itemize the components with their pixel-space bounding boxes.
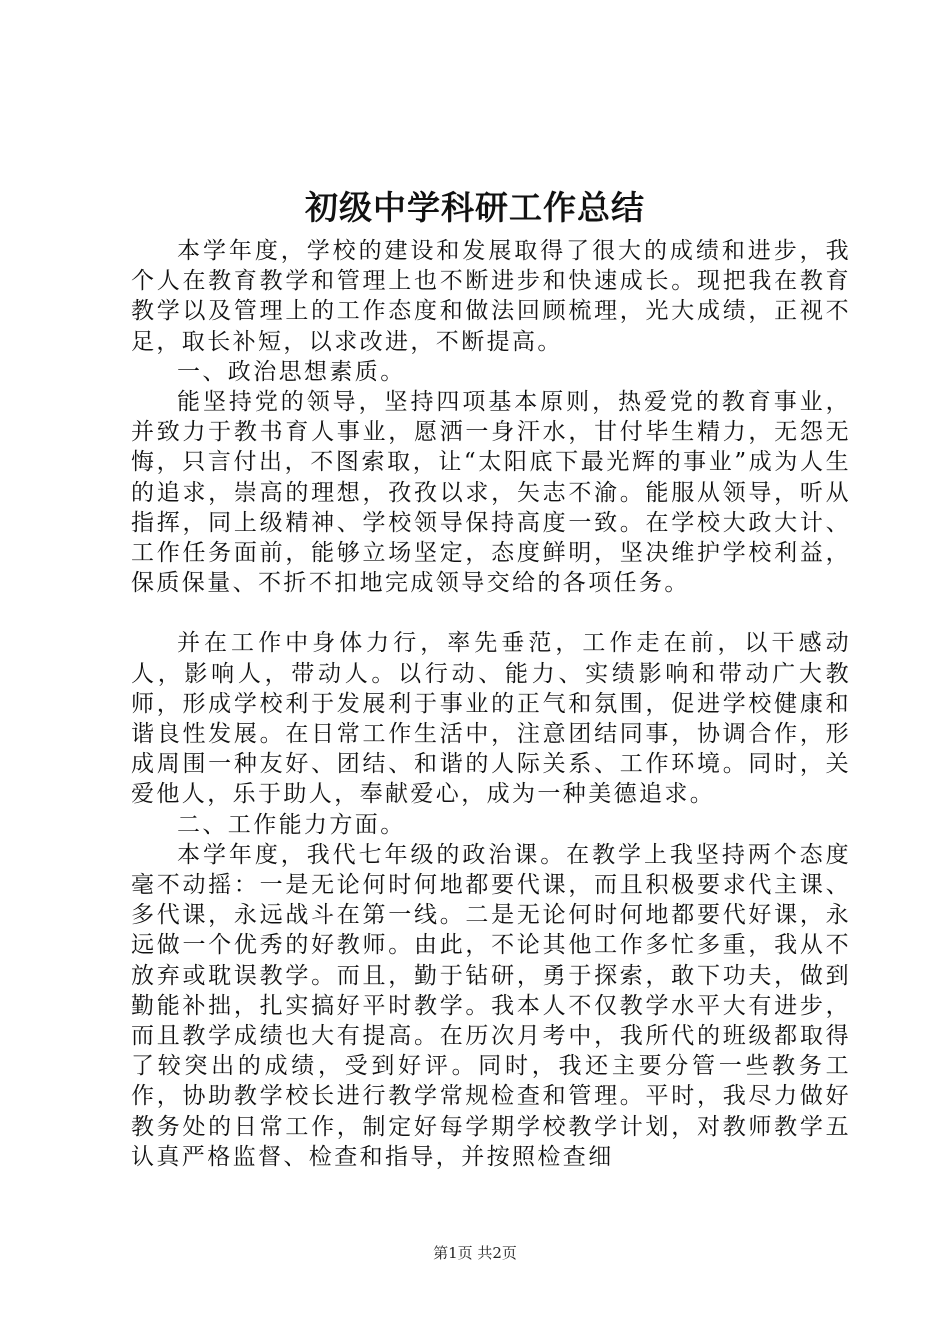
document-body — [131, 236, 851, 1172]
paragraph-leadership: 并在工作中身体力行，率先垂范，工作走在前，以干感动人，影响人，带动人。以行动、能力、实绩影响和带动广大教师，形成学校利于发展利于事业的正气和氛围，促进学校健康和谐良性发展。在日常工作生活中，注意团结同事，协调合作，形成周围一种友好、团结、和谐的人际关系、工作环境。同时，关爱他人，乐于助人，奉献爱心，成为一种美德追求。 — [131, 630, 851, 808]
paragraph-political: 能坚持党的领导，坚持四项基本原则，热爱党的教育事业，并致力于教书育人事业，愿洒一身汗水，甘付毕生精力，无怨无悔，只言付出，不图索取，让“太阳底下最光辉的事业”成为人生的追求，崇高的理想，孜孜以求，矢志不渝。能服从领导，听从指挥，同上级精神、学校领导保持高度一致。在学校大政大计、工作任务面前，能够立场坚定，态度鲜明，坚决维护学校利益，保质保量、不折不扣地完成领导交给的各项任务。 — [131, 389, 851, 597]
page-footer: 第1页 共2页 — [433, 1244, 517, 1262]
section-heading-political: 一、政治思想素质。 — [177, 358, 406, 385]
document-title: 初级中学科研工作总结 — [305, 188, 645, 227]
paragraph-teaching: 本学年度，我代七年级的政治课。在教学上我坚持两个态度毫不动摇：一是无论何时何地都要代课，而且积极要求代主课、多代课，永远战斗在第一线。二是无论何时何地都要代好课，永远做一个优秀的好教师。由此，不论其他工作多忙多重，我从不放弃或耽误教学。而且，勤于钻研，勇于探索，敢下功夫，做到勤能补拙，扎实搞好平时教学。我本人不仅教学水平大有进步，而且教学成绩也大有提高。在历次月考中，我所代的班级都取得了较突出的成绩，受到好评。同时，我还主要分管一些教务工作，协助教学校长进行教学常规检查和管理。平时，我尽力做好教务处的日常工作，制定好每学期学校教学计划，对教师教学五认真严格监督、检查和指导，并按照检查细 — [131, 841, 851, 1170]
paragraph-intro: 本学年度，学校的建设和发展取得了很大的成绩和进步，我个人在教育教学和管理上也不断进步和快速成长。现把我在教育教学以及管理上的工作态度和做法回顾梳理，光大成绩，正视不足，取长补短，以求改进，不断提高。 — [131, 238, 851, 355]
section-heading-ability: 二、工作能力方面。 — [177, 811, 406, 838]
